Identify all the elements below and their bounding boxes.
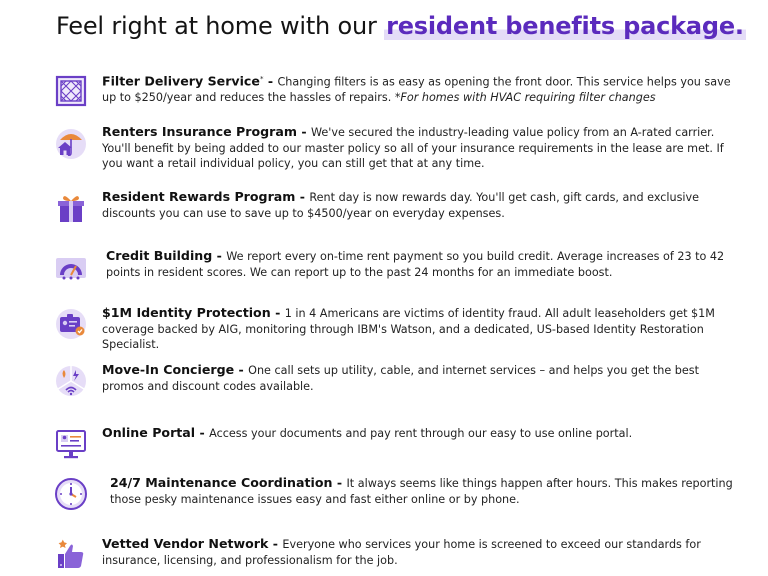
benefit-description: Rent day is now rewards day. You'll get cash, gift cards, and exclusive discounts you can use to save up to $4500/year on everyday expenses. bbox=[102, 191, 700, 220]
benefit-separator: - bbox=[296, 124, 311, 139]
id-badge-icon bbox=[54, 307, 88, 341]
benefit-title-asterisk: * bbox=[259, 75, 264, 83]
benefit-separator: - bbox=[332, 475, 347, 490]
gift-icon bbox=[54, 191, 88, 225]
benefit-text bbox=[102, 124, 732, 172]
benefit-separator: - bbox=[295, 189, 310, 204]
benefit-resident-rewards bbox=[54, 189, 744, 229]
benefit-credit-building bbox=[54, 248, 744, 288]
benefit-separator: - bbox=[268, 536, 283, 551]
clock-icon bbox=[54, 477, 88, 511]
benefit-separator: - bbox=[195, 425, 210, 440]
benefit-title: Online Portal bbox=[102, 425, 196, 440]
benefit-description: One call sets up utility, cable, and internet services – and helps you get the best promos and discount codes available. bbox=[102, 364, 699, 393]
benefit-description: 1 in 4 Americans are victims of identity fraud. All adult leaseholders get $1M coverage backed by AIG, monitoring through IBM's Watson, and a dedicated, US-based Identity Restoration Specialist. bbox=[102, 307, 715, 352]
benefit-title: $1M Identity Protection bbox=[102, 305, 271, 320]
page-title-highlight: resident benefits package. bbox=[386, 12, 744, 40]
benefit-text bbox=[102, 72, 732, 106]
thumbs-up-icon bbox=[54, 538, 88, 572]
benefit-title: Credit Building bbox=[106, 248, 213, 263]
benefit-text bbox=[102, 305, 732, 353]
benefit-title: Filter Delivery Service bbox=[102, 73, 260, 89]
benefit-online-portal bbox=[54, 425, 744, 465]
benefit-description: Access your documents and pay rent through our easy to use online portal. bbox=[209, 427, 633, 440]
benefit-text bbox=[102, 189, 732, 221]
benefit-text bbox=[110, 475, 740, 507]
credit-gauge-icon bbox=[54, 250, 88, 284]
benefit-separator: - bbox=[212, 248, 227, 263]
benefit-renters-insurance bbox=[54, 124, 744, 171]
benefit-description: Changing filters is as easy as opening the front door. This service helps you save up to $250/year and reduces the hassles of repairs. bbox=[102, 75, 731, 105]
benefit-move-in-concierge bbox=[54, 362, 744, 402]
benefit-description: Everyone who services your home is screened to exceed our standards for insurance, licensing, and professionalism for the job. bbox=[102, 538, 701, 567]
benefit-identity-protection bbox=[54, 305, 744, 352]
benefit-text bbox=[106, 248, 736, 280]
benefit-vetted-vendor-network bbox=[54, 536, 744, 576]
portal-monitor-icon bbox=[54, 427, 88, 461]
benefit-title: 24/7 Maintenance Coordination bbox=[110, 475, 333, 490]
utilities-icon bbox=[54, 364, 88, 398]
benefit-maintenance-coordination bbox=[54, 475, 744, 515]
benefit-text bbox=[102, 362, 732, 394]
benefit-text bbox=[102, 425, 732, 442]
page-title bbox=[56, 12, 756, 40]
page-title-prefix: Feel right at home with our bbox=[56, 12, 385, 40]
umbrella-house-icon bbox=[54, 126, 88, 160]
benefit-filter-delivery bbox=[54, 72, 744, 112]
benefit-footnote: *For homes with HVAC requiring filter changes bbox=[391, 91, 656, 105]
benefit-separator: - bbox=[234, 362, 249, 377]
benefit-title: Vetted Vendor Network bbox=[102, 536, 269, 551]
benefit-title: Resident Rewards Program bbox=[102, 189, 296, 204]
benefit-title: Move-In Concierge bbox=[102, 362, 235, 377]
benefit-separator: - bbox=[270, 305, 285, 320]
benefit-description: It always seems like things happen after hours. This makes reporting those pesky maintenance issues easy and fast either online or by phone. bbox=[110, 477, 733, 506]
benefit-description: We report every on-time rent payment so you build credit. Average increases of 23 to 42 points in resident scores. We can report up to the past 24 months for an immediate boost. bbox=[106, 250, 725, 279]
benefit-title: Renters Insurance Program bbox=[102, 124, 297, 139]
benefit-description: We've secured the industry-leading value policy from an A-rated carrier. You'll benefit by being added to our master policy so all of your insurance requirements in the lease are met. If you want a retail individual policy, you can still get that at any time. bbox=[102, 126, 724, 171]
filter-icon bbox=[54, 74, 88, 108]
benefit-text bbox=[102, 536, 732, 568]
benefit-separator: - bbox=[263, 73, 278, 89]
